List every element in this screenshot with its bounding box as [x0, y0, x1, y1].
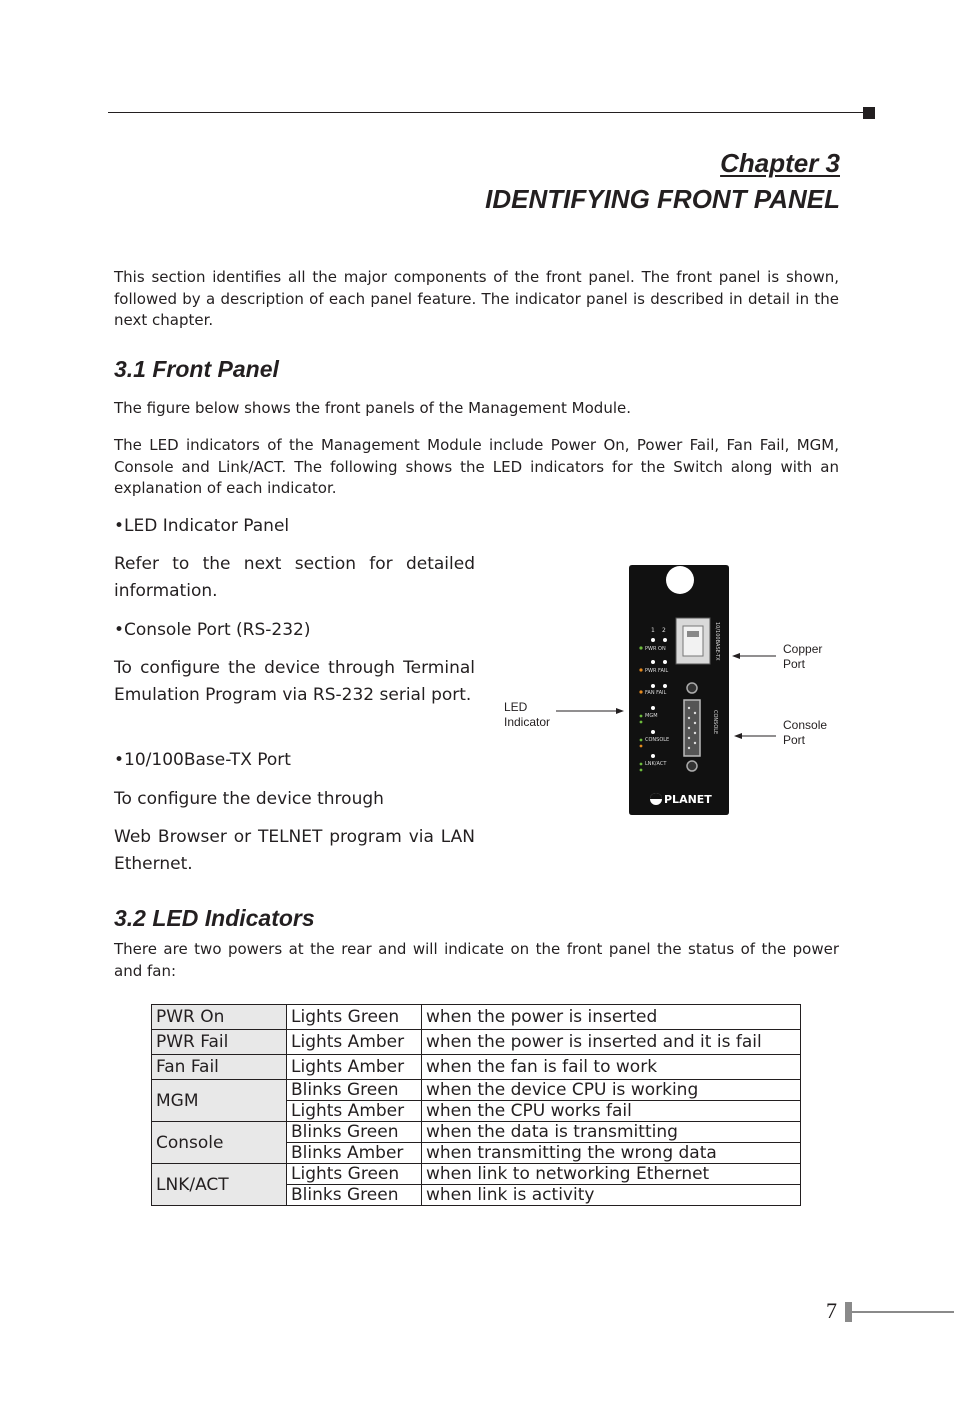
- copper-port-label-1: Copper: [783, 642, 823, 656]
- chapter-subtitle: IDENTIFYING FRONT PANEL: [485, 184, 840, 214]
- led-label-console: CONSOLE: [645, 737, 670, 743]
- led-color-cell: Lights Amber: [287, 1101, 422, 1122]
- page-number: 7: [826, 1298, 837, 1323]
- led-color-cell: Lights Green: [287, 1005, 422, 1030]
- led-col-2-label: 2: [662, 627, 666, 634]
- desc-led-indicator-panel: Refer to the next section for detailed information.: [114, 554, 475, 601]
- intro-paragraph: This section identifies all the major components of the front panel. The front panel is shown, followed by a description of each panel feature. The indicator panel is described in detail in the next chapter.: [114, 268, 839, 329]
- led-label-mgm: MGM: [645, 713, 658, 719]
- led-name-cell: Fan Fail: [152, 1055, 287, 1080]
- footer-rule: [852, 1311, 954, 1313]
- module-faceplate: [629, 565, 729, 815]
- led-meaning-cell: when the device CPU is working: [422, 1080, 801, 1101]
- led-name-cell: LNK/ACT: [152, 1164, 287, 1206]
- led-color-cell: Lights Green: [287, 1164, 422, 1185]
- console-port-label-2: Port: [783, 733, 806, 747]
- module-screw-hole: [666, 566, 694, 594]
- led-name-cell: PWR On: [152, 1005, 287, 1030]
- led-color-cell: Lights Amber: [287, 1030, 422, 1055]
- led-name-cell: Console: [152, 1122, 287, 1164]
- desc-tx-port: To configure the device through: [114, 789, 384, 809]
- led-label-fan-fail: FAN FAIL: [645, 690, 667, 696]
- table-row: [152, 1080, 801, 1101]
- header-square-marker: [863, 107, 875, 119]
- section-heading-front-panel: 3.1 Front Panel: [114, 356, 279, 382]
- led-meaning-cell: when link is activity: [422, 1185, 801, 1206]
- led-indicators-para: There are two powers at the rear and will indicate on the front panel the status of the power and fan:: [114, 940, 839, 980]
- svg-text:10/100BASE-TX: 10/100BASE-TX: [714, 622, 720, 661]
- bullet-led-indicator-panel: •LED Indicator Panel: [114, 516, 290, 536]
- table-row: [152, 1122, 801, 1143]
- led-label-lnk-act: LNK/ACT: [645, 761, 667, 767]
- led-color-cell: Blinks Amber: [287, 1143, 422, 1164]
- table-row: [152, 1005, 801, 1030]
- led-meaning-cell: when the fan is fail to work: [422, 1055, 801, 1080]
- console-screw-bottom: [687, 761, 697, 771]
- front-panel-figure: [500, 560, 840, 820]
- front-panel-para1: The figure below shows the front panels of the Management Module.: [114, 399, 631, 417]
- brand-logo: PLANET: [664, 793, 712, 806]
- console-port-label-1: Console: [783, 718, 828, 732]
- header-rule: [108, 112, 864, 113]
- front-panel-para2: The LED indicators of the Management Module include Power On, Power Fail, Fan Fail, MGM, Console and Link/ACT. The following shows the LED indicators for the Switch along with an explanation of each indicator.: [114, 436, 839, 497]
- led-indicator-label-2: Indicator: [504, 715, 551, 729]
- led-meaning-cell: when transmitting the wrong data: [422, 1143, 801, 1164]
- section-heading-led-indicators: 3.2 LED Indicators: [114, 905, 315, 931]
- chapter-title: Chapter 3: [720, 148, 840, 178]
- desc-console-port: To configure the device through Terminal Emulation Program via RS-232 serial port.: [114, 658, 475, 705]
- led-color-cell: Blinks Green: [287, 1185, 422, 1206]
- led-meaning-cell: when link to networking Ethernet: [422, 1164, 801, 1185]
- table-row: [152, 1030, 801, 1055]
- led-indicator-label-1: LED: [504, 700, 528, 714]
- copper-port-label-2: Port: [783, 657, 806, 671]
- led-color-cell: Blinks Green: [287, 1080, 422, 1101]
- led-meaning-cell: when the data is transmitting: [422, 1122, 801, 1143]
- table-row: [152, 1164, 801, 1185]
- led-label-pwr-on: PWR ON: [645, 646, 666, 652]
- led-label-pwr-fail: PWR FAIL: [645, 668, 669, 674]
- led-name-cell: MGM: [152, 1080, 287, 1122]
- led-meaning-cell: when the power is inserted and it is fail: [422, 1030, 801, 1055]
- led-meaning-cell: when the CPU works fail: [422, 1101, 801, 1122]
- led-color-cell: Lights Amber: [287, 1055, 422, 1080]
- svg-text:CONSOLE: CONSOLE: [712, 710, 718, 735]
- led-name-cell: PWR Fail: [152, 1030, 287, 1055]
- bullet-console-port: •Console Port (RS-232): [114, 620, 311, 640]
- desc-tx-port-2: Web Browser or TELNET program via LAN Ethernet.: [114, 827, 475, 874]
- footer-bar: [845, 1302, 852, 1322]
- bullet-tx-port: •10/100Base-TX Port: [114, 750, 291, 770]
- console-db9-port: [684, 700, 700, 756]
- led-indicator-table: [151, 1004, 801, 1206]
- console-screw-top: [687, 683, 697, 693]
- led-color-cell: Blinks Green: [287, 1122, 422, 1143]
- led-meaning-cell: when the power is inserted: [422, 1005, 801, 1030]
- led-col-1-label: 1: [651, 627, 655, 634]
- table-row: [152, 1055, 801, 1080]
